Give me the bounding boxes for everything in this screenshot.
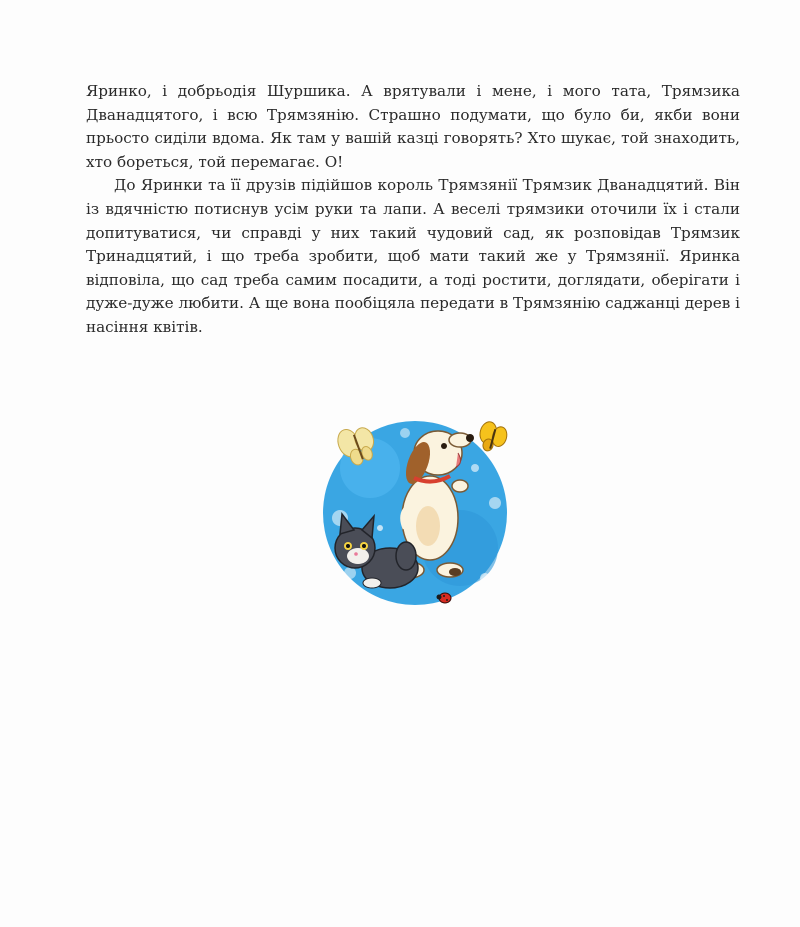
story-paragraph-2: До Яринки та її друзів підійшов король Трямзянії Трямзик Дванадцятий. Він із вдячністю потиснув усім руки та лапи. А веселі трямзики оточили їх і стали допитуватися, чи справді у них такий чудовий сад, як розповідав Трямзик Тринадцятий, і що треба зробити, щоб мати такий же у Трямзянії. Яринка відповіла, що сад треба самим посадити, а тоді ростити, доглядати, оберігати і дуже-дуже любити. А ще вона пообіцяла передати в Трямзянію саджанці дерев і насіння квітів.: [86, 176, 740, 336]
story-text: [86, 80, 740, 340]
story-paragraph-1: Яринко, і добрьодія Шуршика. А врятували і мене, і мого тата, Трямзика Дванадцятого, і всю Трямзянію. Страшно подумати, що було би, якби вони прьосто сиділи вдома. Як там у вашій казці говорять? Хто шукає, той знаходить, хто бореться, той перемагає. О!: [86, 82, 740, 171]
illustration-svg: [310, 408, 520, 618]
dog-and-cat-illustration: [310, 408, 520, 618]
